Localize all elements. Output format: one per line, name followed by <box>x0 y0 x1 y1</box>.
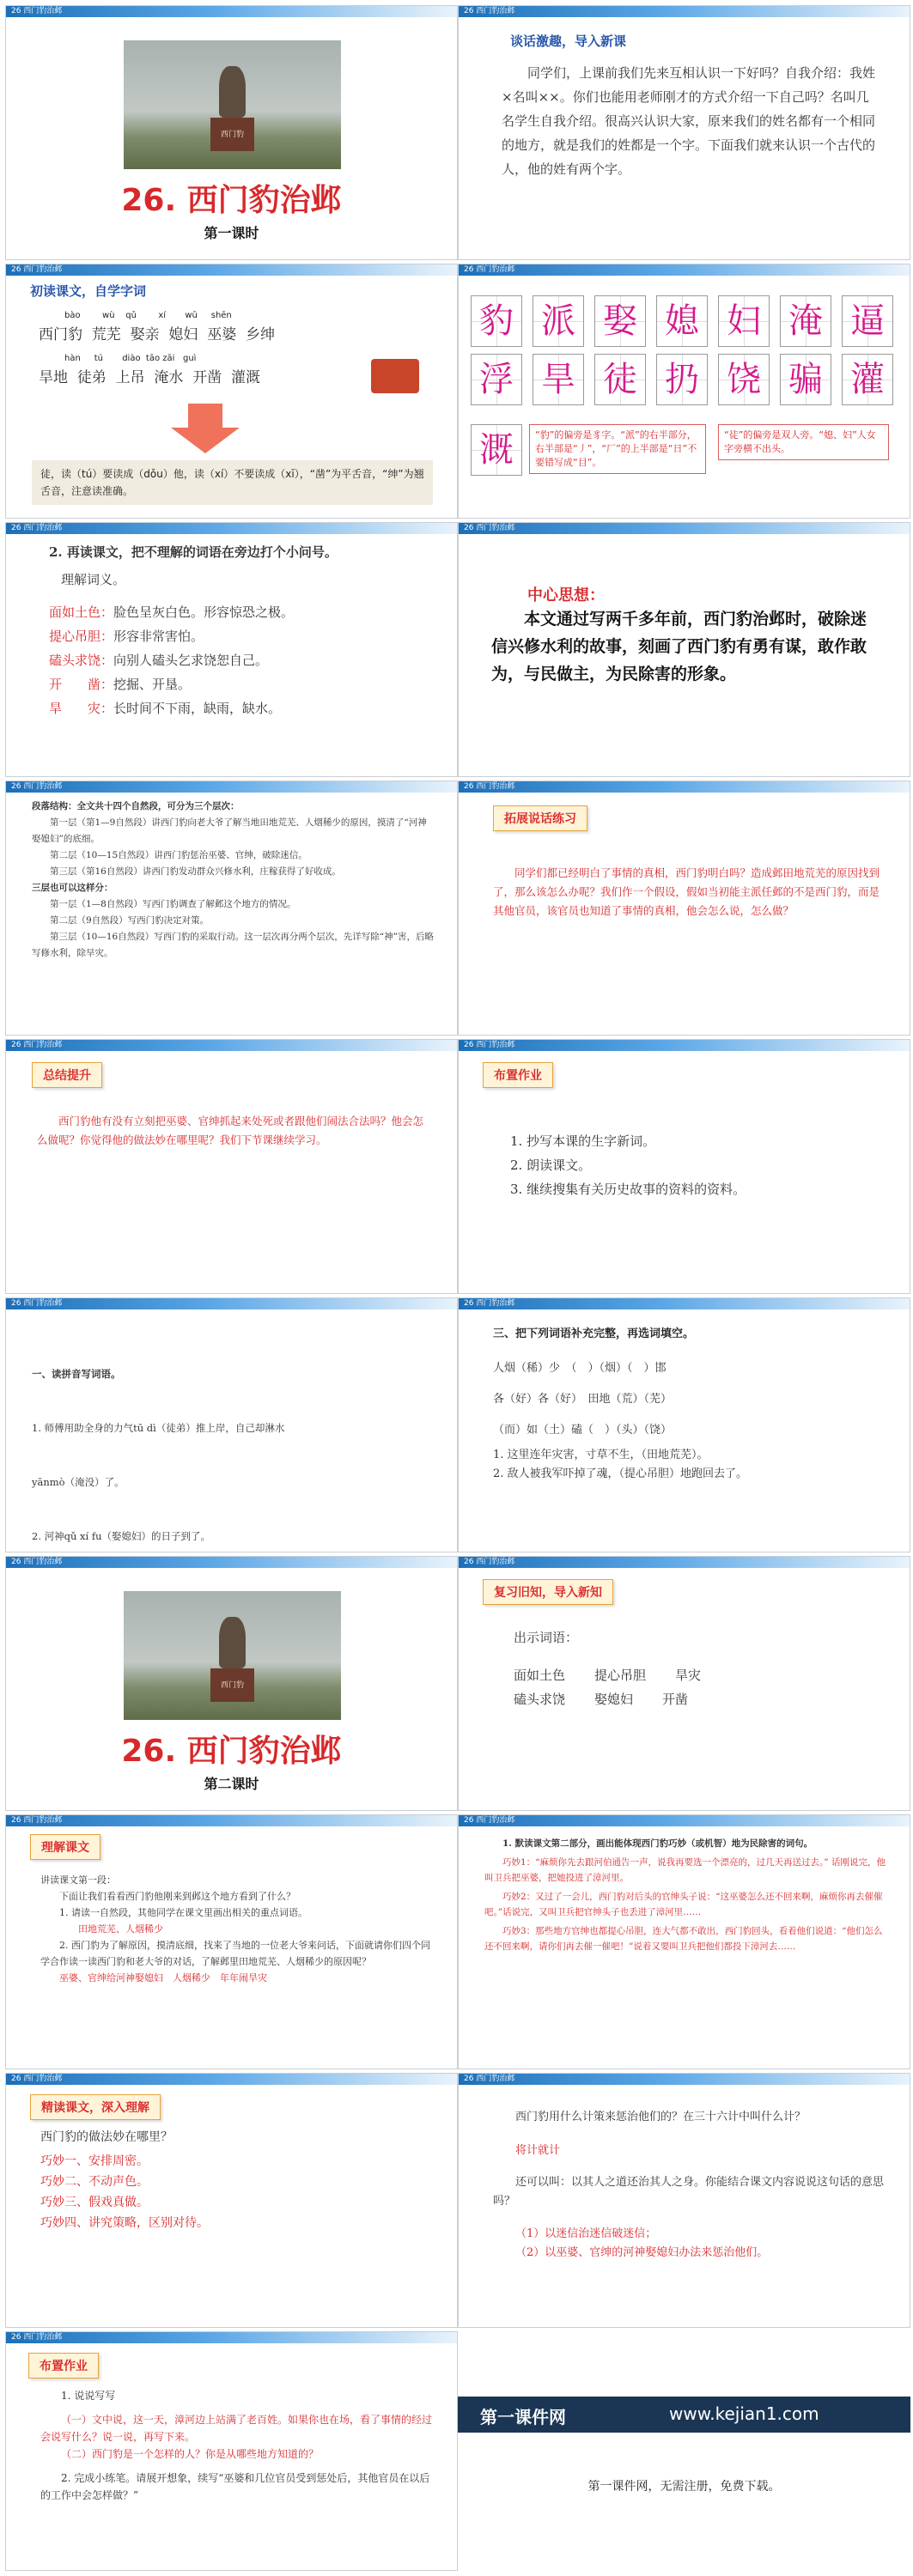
clever-point: 巧妙三、假戏真做。 <box>40 2196 149 2209</box>
slide-header-bar <box>459 264 910 276</box>
main-idea-heading: 中心思想： <box>527 586 605 605</box>
understand-answer: 巫婆、官绅给河神娶媳妇 人烟稀少 年年闹旱灾 <box>59 1972 267 1984</box>
slide-16-clever[interactable] <box>458 1814 910 2069</box>
strategy-answer-line: （2）以巫婆、官绅的河神娶媳妇办法来惩治他们。 <box>515 2246 769 2259</box>
slide-header-bar <box>6 781 457 793</box>
section-body: 西门豹他有没有立刻把巫婆、官绅抓起来处死或者跟他们闹法合法吗？他会怎么做呢？你觉得他的做法妙在哪里呢？我们下节课继续学习。 <box>37 1115 424 1146</box>
slide-11-exercise[interactable] <box>5 1297 458 1552</box>
homework-line: 2. 完成小练笔。请展开想象，续写“巫婆和几位官员受到惩处后，其他官员在以后的工作中会怎样做？” <box>40 2472 430 2501</box>
vocab-term: 磕头求饶： <box>49 653 114 668</box>
homework-line: （一）文中说，这一天，漳河边上站满了老百姓。如果你也在场，看了事情的经过会说写什么？说一说，再写下来。 <box>40 2414 433 2443</box>
header-label: 26 西门豹治邺 <box>11 7 63 15</box>
slide-header-bar <box>459 523 910 534</box>
statue-figure <box>219 1617 245 1668</box>
section-body: 同学们都已经明白了事情的真相，西门豹明白吗？造成邺田地荒芜的原因找到了，那么该怎么办呢？我们作一个假设，假如当初能主派任邺的不是西门豹，而是其他官员，该官员也知道了事情的真相，他会怎么说，怎么做？ <box>493 866 880 917</box>
fill-in-line: 1. 这里连年灾害，寸草不生，（田地荒芜）。 <box>493 1449 709 1461</box>
clever-line: 1. 默读课文第二部分，画出能体现西门豹巧妙（或机智）地为民除害的词句。 <box>502 1838 813 1849</box>
pronunciation-note: 徒，读（tú）要读成（dǒu）他，读（xí）不要读成（xī），“凿”为平舌音，“绅”为翘舌音，注意读准确。 <box>32 460 433 505</box>
exercise-line: 2. 河神qǔ xí fu（娶媳妇）的日子到了。 <box>32 1530 211 1542</box>
task-lead: 理解词义。 <box>61 572 126 587</box>
understand-line: 讲读课文第一段： <box>40 1874 116 1886</box>
stone-text: 西门豹 <box>220 130 244 139</box>
understand-answer: 田地荒芜、人烟稀少 <box>78 1923 163 1935</box>
review-word: 娶媳妇 <box>594 1692 634 1707</box>
char-box: 娶 <box>594 295 646 347</box>
exercise-line: 一、读拼音写词语。 <box>32 1368 121 1380</box>
header-label: 26 西门豹治邺 <box>464 1299 515 1308</box>
section-tag: 总结提升 <box>32 1062 102 1088</box>
lesson-subtitle: 第一课时 <box>204 225 259 241</box>
stone-text: 西门豹 <box>220 1680 244 1690</box>
strategy-answer-line: （1）以迷信治迷信破迷信； <box>515 2227 657 2240</box>
slide-8-speaking[interactable] <box>458 781 910 1036</box>
header-label: 26 西门豹治邺 <box>464 524 515 532</box>
header-label: 26 西门豹治邺 <box>11 2333 63 2342</box>
review-lead: 出示词语： <box>514 1630 579 1645</box>
char-note-2: “徒”的偏旁是双人旁。“媳、妇”人女字旁横不出头。 <box>718 424 889 460</box>
fill-in-line: 各（好）各（好） 田地（荒）（芜） <box>493 1393 673 1406</box>
clever-point: 巧妙四、讲究策略，区别对待。 <box>40 2216 209 2230</box>
char-box: 逼 <box>842 295 893 347</box>
char-box: 灌 <box>842 354 893 405</box>
slide-header-bar <box>6 2332 457 2343</box>
slide-header-bar <box>459 1298 910 1309</box>
header-label: 26 西门豹治邺 <box>11 1558 63 1566</box>
vocab-def: 向别人磕头乞求饶恕自己。 <box>113 653 269 668</box>
clever-line: 巧妙2：又过了一会儿，西门豹对后头的官绅头子说：“这巫婆怎么还不回来啊，麻烦你再去催催吧。”话说完，又叫卫兵把官绅头子也丢进了漳河里…… <box>484 1892 883 1917</box>
header-label: 26 西门豹治邺 <box>11 524 63 532</box>
slide-header-bar <box>6 523 457 534</box>
slide-header-bar <box>6 1298 457 1309</box>
brand-band <box>458 2397 910 2433</box>
understand-line: 2. 西门豹为了解原因，摸清底细，找来了当地的一位老大爷来问话，下面就请你们四个同学合作读一读西门豹和老大爷的对话，了解邺里田地荒芜、人烟稀少的原因呢？ <box>40 1940 430 1967</box>
exercise-title: 三、把下列词语补充完整，再选词填空。 <box>493 1327 695 1340</box>
exercise-line: 1. 师傅用助全身的力气tū dì（徒弟）推上岸，自己却淋水 <box>32 1422 285 1434</box>
char-box: 扔 <box>656 354 708 405</box>
slide-header-bar <box>459 781 910 793</box>
main-idea-body: 本文通过写两千多年前，西门豹治邺时，破除迷信兴修水利的故事，刻画了西门豹有勇有谋，敢作敢为，与民做主，为民除害的形象。 <box>491 610 867 683</box>
char-box: 豹 <box>471 295 522 347</box>
fill-in-line: 2. 敌人被我军吓掉了魂，（提心吊胆）地跑回去了。 <box>493 1467 748 1480</box>
pinyin-row-1: bào wù qǔ xí wū shēn <box>64 311 232 320</box>
vocab-term: 开 凿： <box>49 677 114 692</box>
header-label: 26 西门豹治邺 <box>464 265 515 274</box>
slide-5-vocab[interactable] <box>5 522 458 777</box>
section-tag: 布置作业 <box>483 1062 553 1088</box>
fill-in-line: 人烟（稀）少 （ ）（烟）（ ）邯 <box>493 1362 666 1375</box>
structure-line: 第二层（10—15自然段）讲西门豹惩治巫婆、官绅，破除迷信。 <box>50 850 307 860</box>
slide-6-main-idea[interactable] <box>458 522 910 777</box>
slide-header-bar <box>459 1815 910 1826</box>
vocab-list <box>49 600 444 720</box>
slide-10-homework[interactable] <box>458 1039 910 1294</box>
char-note-1: “豹”的偏旁是豸字。“派”的右半部分，右半部是“丿”，“厂”的上半部是“日”不要错写成“目”。 <box>529 424 706 474</box>
slide-3-words[interactable] <box>5 264 458 519</box>
vocab-item <box>49 696 444 720</box>
clever-point: 巧妙一、安排周密。 <box>40 2154 149 2168</box>
understand-line: 下面让我们看看西门豹他刚来到邺这个地方看到了什么？ <box>59 1891 295 1902</box>
arrow-head-icon <box>171 428 240 453</box>
homework-line: （二）西门豹是一个怎样的人？你是从哪些地方知道的？ <box>61 2448 320 2460</box>
fill-in-list <box>493 1353 880 1484</box>
header-label: 26 西门豹治邺 <box>11 1041 63 1049</box>
statue-figure <box>219 66 245 118</box>
word-row-2: 旱地 徒弟 上吊 淹水 开凿 灌溉 <box>39 369 261 386</box>
vocab-def: 挖掘、开垦。 <box>113 677 192 692</box>
slide-header-bar <box>6 1815 457 1826</box>
strategy-answer: 将计就计 <box>515 2144 561 2157</box>
slide-15-understand[interactable] <box>5 1814 458 2069</box>
header-label: 26 西门豹治邺 <box>464 2075 515 2083</box>
stone-base <box>210 1668 254 1702</box>
char-box: 溉 <box>471 424 522 476</box>
review-row-2 <box>514 1687 857 1711</box>
char-box: 媳 <box>656 295 708 347</box>
section-heading: 初读课文，自学字词 <box>30 283 147 299</box>
structure-line: 第二层（9自然段）写西门豹决定对策。 <box>50 915 210 926</box>
vocab-term: 旱 灾： <box>49 701 114 716</box>
close-reading-question: 西门豹的做法妙在哪里？ <box>40 2130 173 2144</box>
section-body: 同学们，上课前我们先来互相认识一下好吗？自我介绍：我姓×名叫××。你们也能用老师刚才的方式介绍一下自己吗？名叫几名学生自我介绍。很高兴认识大家，原来我们的姓名都有一个相同的地方，就是我们的姓都是一个字。下面我们就来认识一个古代的人，他的姓有两个字。 <box>502 65 876 177</box>
review-row-1 <box>514 1663 857 1687</box>
understand-line: 1. 请读一自然段，其他同学在课文里画出相关的重点词语。 <box>59 1907 307 1918</box>
header-label: 26 西门豹治邺 <box>464 782 515 791</box>
vocab-item <box>49 672 444 696</box>
structure-line: 第一层（1—8自然段）写西门豹调查了解邺这个地方的情况。 <box>50 899 296 909</box>
vocab-term: 面如土色： <box>49 605 114 620</box>
slide-2-intro[interactable] <box>458 5 910 260</box>
slide-12-fill-in[interactable] <box>458 1297 910 1552</box>
slide-header-bar <box>6 2074 457 2085</box>
strategy-question: 西门豹用什么计策来惩治他们的？在三十六计中叫什么计？ <box>515 2111 806 2123</box>
slide-4-characters[interactable] <box>458 264 910 519</box>
structure-line: 第三层（10—16自然段）写西门豹的采取行动。这一层次再分两个层次，先详写除“神”害，后略写修水利，除旱灾。 <box>32 932 434 958</box>
slide-header-bar <box>6 6 457 17</box>
review-word: 开凿 <box>662 1692 689 1707</box>
vocab-item <box>49 600 444 624</box>
slide-header-bar <box>6 1040 457 1051</box>
slide-header-bar <box>459 1040 910 1051</box>
clever-line: 巧妙3：那些地方官绅也都提心吊胆，连大气都不敢出，西门豹回头，看着他们说道：“他们怎么还不回来啊，请你们再去催一催吧！”说着又要叫卫兵把他们都投下漳河去…… <box>484 1926 883 1952</box>
clever-text <box>484 1836 888 1954</box>
clever-line: 巧妙1：“麻烦你先去跟河伯通告一声，说我再要选一个漂亮的，过几天再送过去。” 话刚说完，他叫卫兵把巫婆，把她投进了漳河里。 <box>484 1857 886 1883</box>
header-label: 26 西门豹治邺 <box>11 1816 63 1825</box>
section-tag: 精读课文，深入理解 <box>30 2094 161 2120</box>
review-word: 面如土色 <box>514 1668 566 1683</box>
brand-name: 第一课件网 <box>480 2407 566 2427</box>
exercise-text <box>32 1329 435 1552</box>
pinyin-row-2: hàn tú diào tāo zāi guì <box>64 354 197 363</box>
structure-line: 第三层（第16自然段）讲西门豹发动群众兴修水利，庄稼获得了好收成。 <box>50 866 341 877</box>
char-box: 徒 <box>594 354 646 405</box>
brand-tagline: 第一课件网，无需注册，免费下载。 <box>587 2480 781 2494</box>
header-label: 26 西门豹治邺 <box>11 2075 63 2083</box>
section-tag: 理解课文 <box>30 1834 100 1860</box>
slide-17-close-reading[interactable] <box>5 2073 458 2328</box>
vocab-term: 提心吊胆： <box>49 629 114 644</box>
stone-base <box>210 118 254 151</box>
char-box: 淹 <box>780 295 831 347</box>
close-reading-list <box>40 2151 209 2233</box>
homework-line: 1. 说说写写 <box>61 2390 116 2402</box>
fill-in-line: （而）如（土）磕（ ）（头）（饶） <box>493 1424 673 1437</box>
header-label: 26 西门豹治邺 <box>464 1558 515 1566</box>
homework-item: 1. 抄写本课的生字新词。 <box>510 1133 656 1149</box>
homework-item: 3. 继续搜集有关历史故事的资料的资料。 <box>510 1182 746 1197</box>
structure-text <box>32 799 435 962</box>
vocab-item <box>49 624 444 648</box>
char-box: 派 <box>533 295 584 347</box>
vocab-def: 长时间不下雨，缺雨，缺水。 <box>113 701 282 716</box>
char-box: 骗 <box>780 354 831 405</box>
strategy-question-2: 还可以叫：以其人之道还治其人之身。你能结合课文内容说说这句话的意思吗？ <box>493 2176 885 2208</box>
section-tag: 布置作业 <box>28 2353 99 2379</box>
slide-7-structure[interactable] <box>5 781 458 1036</box>
exercise-line: yānmò（淹没）了。 <box>32 1476 125 1488</box>
header-label: 26 西门豹治邺 <box>11 265 63 274</box>
understand-text <box>40 1872 434 1986</box>
section-tag: 拓展说话练习 <box>493 805 587 831</box>
section-heading: 谈话激趣，导入新课 <box>510 33 627 49</box>
arrow-down-icon <box>188 404 222 428</box>
word-row-1: 西门豹 荒芜 娶亲 媳妇 巫婆 乡绅 <box>39 326 276 343</box>
lesson-subtitle: 第二课时 <box>204 1776 259 1792</box>
review-word: 磕头求饶 <box>514 1692 566 1707</box>
clever-point: 巧妙二、不动声色。 <box>40 2175 149 2189</box>
slide-header-bar <box>459 6 910 17</box>
homework-text <box>40 2387 435 2504</box>
structure-line: 第一层（第1—9自然段）讲西门豹向老大爷了解当地田地荒芜、人烟稀少的原因，摸清了“河神娶媳妇”的底细。 <box>32 817 427 844</box>
slide-18-strategy[interactable] <box>458 2073 910 2328</box>
slide-13-title[interactable] <box>5 1556 458 1811</box>
lesson-title: 26. 西门豹治邺 <box>121 183 342 218</box>
homework-item: 2. 朗读课文。 <box>510 1157 592 1173</box>
lesson-title: 26. 西门豹治邺 <box>121 1734 342 1769</box>
slide-9-summary[interactable] <box>5 1039 458 1294</box>
review-word: 提心吊胆 <box>594 1668 647 1683</box>
slide-19-homework[interactable] <box>5 2331 458 2571</box>
statue-photo <box>124 1591 341 1720</box>
brand-url[interactable]: www.kejian1.com <box>669 2403 819 2424</box>
char-box: 旱 <box>533 354 584 405</box>
header-label: 26 西门豹治邺 <box>464 7 515 15</box>
slide-header-bar <box>6 1557 457 1568</box>
vocab-item <box>49 648 444 672</box>
slide-header-bar <box>459 2074 910 2085</box>
char-box: 饶 <box>718 354 770 405</box>
header-label: 26 西门豹治邺 <box>464 1041 515 1049</box>
char-box: 浮 <box>471 354 522 405</box>
task-title: 2. 再读课文，把不理解的词语在旁边打个小问号。 <box>49 544 338 560</box>
header-label: 26 西门豹治邺 <box>464 1816 515 1825</box>
review-word: 旱灾 <box>675 1668 702 1683</box>
header-label: 26 西门豹治邺 <box>11 1299 63 1308</box>
vocab-def: 形容非常害怕。 <box>113 629 204 644</box>
slide-20-footer[interactable] <box>458 2331 910 2571</box>
slide-1-title[interactable] <box>5 5 458 260</box>
slide-14-review[interactable] <box>458 1556 910 1811</box>
header-label: 26 西门豹治邺 <box>11 782 63 791</box>
homework-list <box>510 1129 888 1201</box>
statue-photo <box>124 40 341 169</box>
structure-line: 段落结构：全文共十四个自然段，可分为三个层次： <box>32 801 240 811</box>
section-tag: 复习旧知，导入新知 <box>483 1579 613 1605</box>
strategy-answers <box>515 2225 768 2263</box>
books-icon <box>371 359 419 393</box>
slide-header-bar <box>459 1557 910 1568</box>
slide-header-bar <box>6 264 457 276</box>
structure-line: 三层也可以这样分： <box>32 883 113 893</box>
vocab-def: 脸色呈灰白色。形容惊恐之极。 <box>113 605 295 620</box>
char-box: 妇 <box>718 295 770 347</box>
